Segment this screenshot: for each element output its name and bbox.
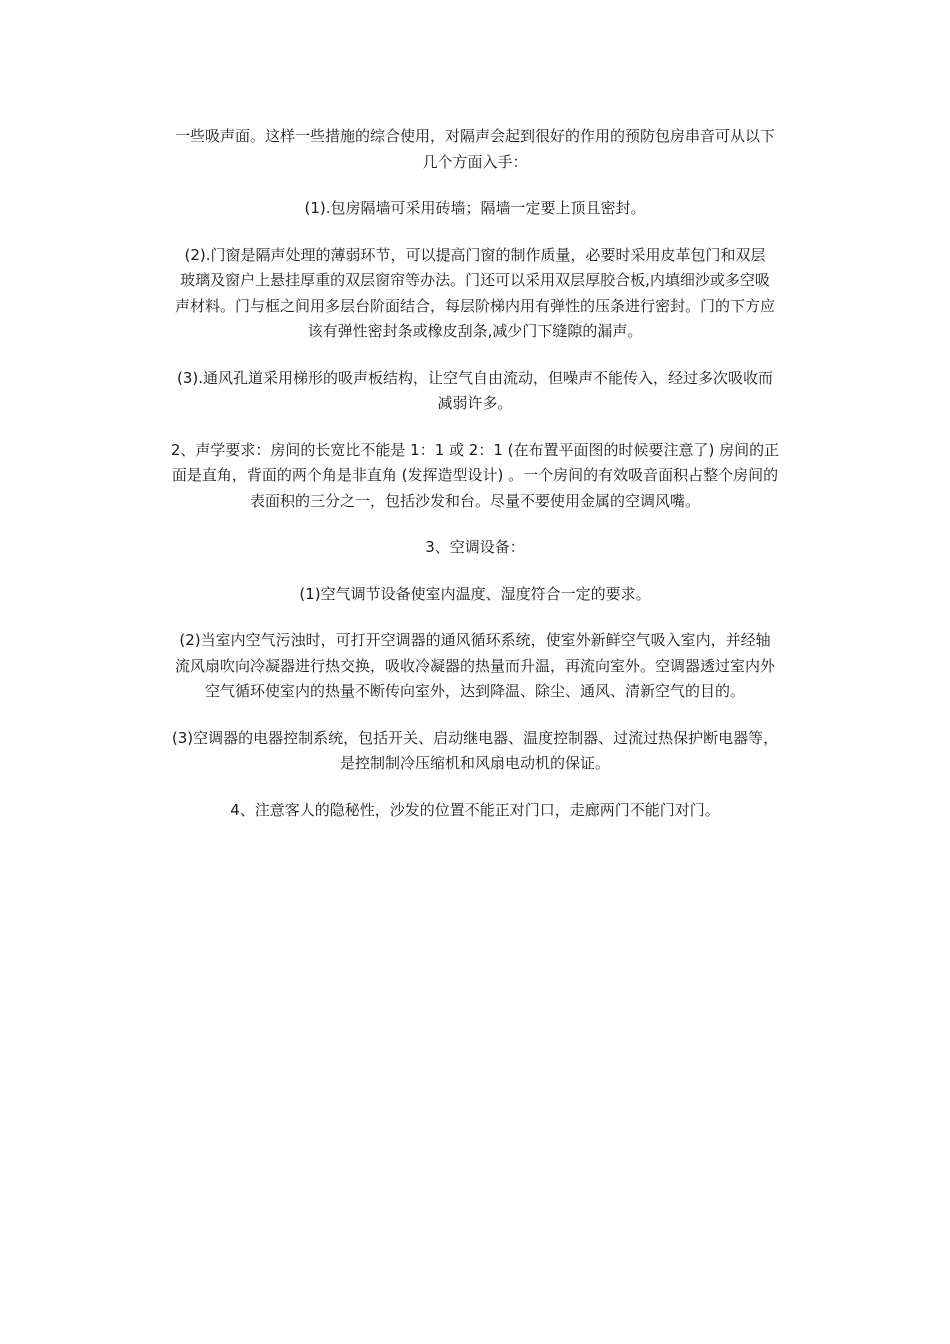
paragraph-acoustic-requirements (140, 438, 810, 515)
text-line: 几个方面入手： (422, 152, 528, 171)
text-line: 一些吸声面。这样一些措施的综合使用，对隔声会起到很好的作用的预防包房串音可从以下 (174, 127, 775, 145)
text-line: 声材料。门与框之间用多层台阶面结合，每层阶梯内用有弹性的压条进行密封。门的下方应 (174, 296, 775, 315)
paragraph-ventilation-ducts (140, 366, 810, 417)
paragraph-ac-ventilation-cycle (140, 628, 810, 705)
text-line: (2).门窗是隔声处理的薄弱环节，可以提高门窗的制作质量，必要时采用皮革包门和双层 (184, 245, 766, 264)
text-line: 3、空调设备： (425, 538, 525, 556)
paragraph-ac-electrical-control (140, 726, 810, 777)
text-line: (2)当室内空气污浊时，可打开空调器的通风循环系统，使室外新鲜空气吸入室内，并经轴 (179, 631, 771, 649)
paragraph-ac-temperature (140, 582, 810, 608)
text-line: 表面积的三分之一，包括沙发和台。尽量不要使用金属的空调风嘴。 (249, 491, 700, 510)
paragraph-partition-wall (140, 196, 810, 222)
text-line: 4、注意客人的隐秘性，沙发的位置不能正对门口，走廊两门不能门对门。 (230, 800, 720, 819)
text-line: (1)空气调节设备使室内温度、湿度符合一定的要求。 (299, 584, 651, 603)
text-line: 该有弹性密封条或橡皮刮条,减少门下缝隙的漏声。 (307, 322, 643, 340)
text-line: (3)空调器的电器控制系统，包括开关、启动继电器、温度控制器、过流过热保护断电器等， (171, 728, 779, 747)
paragraph-doors-windows (140, 243, 810, 345)
paragraph-guest-privacy (140, 798, 810, 824)
text-line: 流风扇吹向冷凝器进行热交换，吸收冷凝器的热量而升温，再流向室外。空调器透过室内外 (174, 656, 775, 675)
document-body (140, 124, 810, 844)
text-line: 玻璃及窗户上悬挂厚重的双层窗帘等办法。门还可以采用双层厚胶合板,内填细沙或多空吸 (180, 271, 770, 289)
section-heading-air-conditioning (140, 535, 810, 561)
text-line: 空气循环使室内的热量不断传向室外，达到降温、除尘、通风、清新空气的目的。 (204, 682, 745, 700)
text-line: 是控制制冷压缩机和风扇电动机的保证。 (339, 754, 610, 772)
text-line: 面是直角，背面的两个角是非直角 (发挥造型设计) 。一个房间的有效吸音面积占整个房间的 (171, 466, 779, 484)
text-line: 减弱许多。 (437, 394, 513, 412)
text-line: (3).通风孔道采用梯形的吸声板结构，让空气自由流动，但噪声不能传入，经过多次吸收而 (176, 368, 774, 387)
paragraph-intro-continuation (140, 124, 810, 175)
text-line: 2、声学要求：房间的长宽比不能是 1：1 或 2：1 (在布置平面图的时候要注意了) 房间的正 (170, 440, 780, 459)
text-line: (1).包房隔墙可采用砖墙；隔墙一定要上顶且密封。 (304, 199, 646, 217)
